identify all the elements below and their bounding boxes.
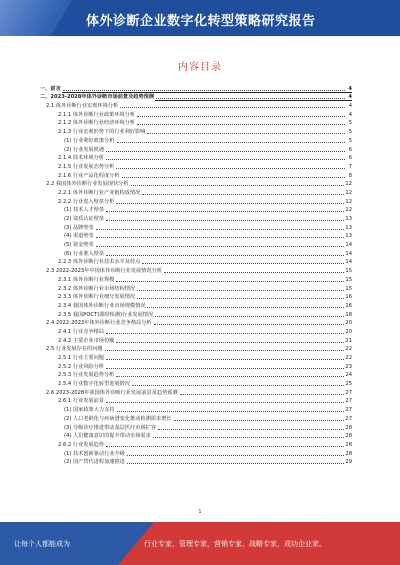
toc-entry-page: 8 [346, 172, 352, 180]
toc-leader-dots [106, 220, 344, 221]
toc-entry-page: 4 [346, 93, 352, 101]
footer-slogan-left: 让每个人都能成为 [14, 540, 70, 548]
toc-entry-page: 12 [345, 198, 352, 205]
toc-entry[interactable] [40, 336, 352, 345]
toc-entry-page: 27 [345, 398, 352, 405]
toc-entry[interactable] [40, 275, 352, 284]
toc-entry-page: 24 [345, 372, 352, 379]
toc-entry-title: (4) 人们健康意识的提升带动市场需求 [64, 433, 151, 440]
toc-entry-title: 2.3.2 体外诊断行业市场结构情况 [58, 285, 136, 292]
toc-entry-title: 2.1.6 行业产品化程度分析 [58, 172, 120, 179]
toc-entry[interactable] [40, 249, 352, 258]
toc-leader-dots [137, 290, 344, 291]
toc-entry-title: 2.6.2 行业发展趋势 [58, 441, 104, 448]
toc-entry[interactable] [40, 405, 352, 414]
toc-leader-dots [96, 229, 345, 230]
toc-entry[interactable] [40, 101, 352, 110]
toc-entry[interactable] [40, 93, 352, 102]
toc-entry-page: 4 [346, 111, 352, 119]
toc-entry[interactable] [40, 154, 352, 163]
toc-entry[interactable] [40, 319, 352, 328]
toc-entry[interactable] [40, 223, 352, 232]
toc-entry-page: 4 [346, 102, 352, 110]
toc-leader-dots [106, 359, 344, 360]
toc-entry-title: 2.3.5 我国POCT(即时检测)行业发展情况 [58, 311, 154, 318]
toc-entry[interactable] [40, 136, 352, 145]
toc-entry-page: 22 [345, 355, 352, 361]
toc-leader-dots [153, 437, 345, 438]
toc-entry[interactable] [40, 84, 352, 93]
toc-leader-dots [137, 124, 345, 125]
toc-entry-page: 22 [345, 346, 352, 353]
toc-entry-title: 2.1.3 行业宏观形势下的行业利好影响 [58, 129, 146, 136]
toc-entry[interactable] [40, 388, 352, 397]
toc-leader-dots [147, 133, 345, 134]
toc-leader-dots [116, 376, 344, 377]
toc-leader-dots [122, 177, 345, 178]
toc-leader-dots [156, 98, 345, 99]
toc-entry-title: 2.1.4 技术环境分析 [58, 155, 104, 162]
toc-entry-title: (2) 国产替代进程加速推进 [64, 459, 125, 466]
toc-entry-title: 2.3 2022-2023年中国体外诊断行业发展情况分析 [46, 268, 162, 275]
toc-entry-page: 12 [345, 189, 352, 196]
header-band [0, 0, 400, 36]
toc-entry[interactable] [40, 266, 352, 275]
toc-entry-title: 2.5.4 行业数字化转型进展情况 [58, 381, 130, 388]
toc-leader-dots [106, 333, 344, 334]
page-number: 1 [198, 509, 202, 515]
toc-entry-page: 28 [345, 424, 352, 431]
toc-entry[interactable] [40, 458, 352, 467]
toc-entry-title: 2.4.2 主要企业市场份额 [58, 337, 115, 344]
toc-entry-page: 4 [346, 85, 352, 93]
toc-leader-dots [117, 142, 346, 143]
toc-entry[interactable] [40, 440, 352, 449]
toc-entry-title: 2.2.3 体外诊断行业技术水平及特点 [58, 259, 141, 266]
toc-entry-page: 13 [345, 233, 352, 240]
toc-entry-page: 16 [345, 302, 352, 309]
toc-entry[interactable] [40, 371, 352, 380]
toc-entry-page: 25 [345, 381, 352, 388]
toc-entry[interactable] [40, 327, 352, 336]
toc-leader-dots [116, 168, 345, 169]
toc-leader-dots [174, 420, 345, 421]
toc-leader-dots [127, 455, 345, 456]
toc-leader-dots [106, 151, 345, 152]
toc-entry-page: 27 [345, 407, 352, 414]
toc-entry-page: 27 [345, 389, 352, 396]
footer-slogan-right: 行业专家，管理专家，营销专家，战略专家，成功企业家。 [144, 540, 326, 548]
toc-entry[interactable] [40, 414, 352, 423]
toc-entry-page: 23 [345, 363, 352, 370]
toc-entry-title: 2.6.1 行业发展前景 [58, 398, 104, 405]
toc-entry[interactable] [40, 449, 352, 458]
toc-entry-title: 2.3.4 我国体外诊断行业市场规模情况 [58, 302, 146, 309]
toc-entry-page: 7 [346, 163, 352, 171]
footer-band [0, 522, 400, 565]
toc-entry-title: 一、前言 [40, 85, 61, 92]
toc-entry-title: 2.3.3 体外诊断行业细分发展情况 [58, 294, 136, 301]
toc-entry[interactable] [40, 379, 352, 388]
toc-entry-page: 16 [345, 294, 352, 301]
toc-leader-dots [63, 90, 345, 91]
toc-entry[interactable] [40, 206, 352, 215]
toc-entry-page: 15 [345, 268, 352, 275]
toc-leader-dots [106, 446, 344, 447]
toc-leader-dots [116, 203, 344, 204]
toc-entry-title: (2) 资质认证壁垒 [64, 216, 105, 222]
toc-leader-dots [142, 263, 344, 264]
report-title: 体外诊断企业数字化转型策略研究报告 [86, 14, 316, 29]
toc-entry-title: (5) 资金壁垒 [64, 242, 94, 249]
toc-entry-page: 13 [345, 216, 352, 222]
toc-entry-title: (6) 行业准入壁垒 [64, 250, 105, 257]
toc-entry[interactable] [40, 180, 352, 189]
header-accent-shape [0, 0, 72, 36]
toc-leader-dots [180, 394, 345, 395]
toc-leader-dots [120, 107, 345, 108]
toc-leader-dots [117, 411, 345, 412]
toc-entry-title: 2.2.2 行业进入壁垒分析 [58, 198, 115, 205]
toc-entry[interactable] [40, 353, 352, 362]
toc-entry-page: 15 [345, 285, 352, 292]
toc-leader-dots [105, 350, 345, 351]
toc-entry-title: 2.4.1 行业竞争格局 [58, 328, 104, 335]
toc-entry-title: 2.1.1 体外诊断行业政策环境分析 [58, 111, 136, 118]
toc-entry-title: 2.6 2023-2028年我国体外诊断行业发展前景及趋势预测 [46, 389, 178, 396]
toc-entry-title: 二、2023-2028年体外诊断市场前景及趋势预测 [40, 94, 155, 101]
toc-leader-dots [106, 402, 344, 403]
toc-entry-page: 12 [345, 181, 352, 188]
toc-leader-dots [137, 116, 345, 117]
toc-entry[interactable] [40, 110, 352, 119]
toc-entry[interactable] [40, 432, 352, 441]
toc-leader-dots [106, 368, 344, 369]
toc-entry-title: (2) 人口老龄化与疾病谱变化推动检测需求增长 [64, 415, 172, 422]
toc-entry[interactable] [40, 119, 352, 128]
toc-entry-page: 18 [345, 311, 352, 318]
toc-entry-page: 5 [346, 128, 352, 136]
toc-entry-page: 5 [346, 137, 352, 145]
toc-entry[interactable] [40, 197, 352, 206]
toc-entry[interactable] [40, 258, 352, 267]
toc-leader-dots [158, 429, 344, 430]
toc-entry-title: 2.2.1 体外诊断行业产业链构成情况 [58, 189, 141, 196]
toc-leader-dots [131, 185, 345, 186]
toc-entry[interactable] [40, 423, 352, 432]
toc-entry-title: 2.5.3 行业发展趋势分析 [58, 372, 115, 379]
toc-leader-dots [106, 211, 344, 212]
toc-entry-page: 15 [345, 276, 352, 283]
toc-entry-title: (2) 行业发展机遇 [64, 146, 105, 153]
toc-heading: 内容目录 [178, 62, 222, 73]
toc-entry[interactable] [40, 310, 352, 319]
toc-entry[interactable] [40, 397, 352, 406]
toc-entry-page: 27 [345, 415, 352, 422]
toc-entry-title: 2.5 行业发展存在的问题 [46, 346, 103, 353]
toc-entry-title: 2.1.2 体外诊断行业经济环境分析 [58, 120, 136, 127]
toc-entry-page: 28 [345, 450, 352, 457]
toc-leader-dots [164, 272, 344, 273]
toc-entry-title: 2.4 2022-2023年体外诊断行业竞争格局分析 [46, 320, 152, 327]
toc-leader-dots [116, 342, 344, 343]
toc-entry-title: 2.5.1 行业主要问题 [58, 355, 104, 361]
toc-entry[interactable] [40, 171, 352, 180]
toc-entry-title: 2.2 我国体外诊断行业发展现状分析 [46, 181, 129, 188]
toc-entry-title: 2.3.1 体外诊断行业规模 [58, 276, 115, 283]
toc-entry-title: (4) 渠道壁垒 [64, 233, 94, 240]
toc-entry-page: 21 [345, 337, 352, 344]
toc-entry-title: (1) 技术创新驱动行业升级 [64, 450, 125, 457]
toc-entry[interactable] [40, 284, 352, 293]
toc-leader-dots [127, 463, 345, 464]
toc-entry-page: 12 [345, 207, 352, 214]
toc-entry-page: 20 [345, 328, 352, 335]
toc-entry-title: (3) 分级诊疗推进带动基层医疗市场扩容 [64, 424, 156, 431]
toc-entry-title: 2.1 体外诊断行业宏观环境分析 [46, 103, 119, 110]
toc-leader-dots [154, 324, 345, 325]
toc-entry[interactable] [40, 162, 352, 171]
toc-entry-page: 6 [346, 146, 352, 154]
toc-entry-page: 20 [345, 320, 352, 327]
toc-entry[interactable] [40, 293, 352, 302]
toc-entry-page: 29 [345, 459, 352, 466]
toc-entry-title: (1) 技术人才壁垒 [64, 207, 105, 214]
toc-entry[interactable] [40, 345, 352, 354]
toc-entry-title: 2.1.5 行业发展态势分析 [58, 163, 115, 170]
toc-entry-title: (3) 品牌壁垒 [64, 224, 94, 231]
toc-entry-page: 5 [346, 119, 352, 127]
toc-leader-dots [147, 307, 344, 308]
toc-leader-dots [155, 316, 344, 317]
toc-entry-page: 14 [345, 259, 352, 266]
toc-entry-page: 14 [345, 250, 352, 257]
toc-leader-dots [106, 255, 344, 256]
toc-entry-page: 6 [346, 154, 352, 162]
toc-leader-dots [132, 385, 344, 386]
toc-entry-title: (1) 国家政策大力支持 [64, 407, 115, 414]
toc-leader-dots [106, 159, 345, 160]
toc-leader-dots [116, 281, 344, 282]
toc-entry[interactable] [40, 145, 352, 154]
toc-leader-dots [137, 298, 344, 299]
toc-entry[interactable] [40, 232, 352, 241]
toc-entry[interactable] [40, 362, 352, 371]
toc-leader-dots [96, 237, 345, 238]
toc-entry-page: 14 [345, 242, 352, 249]
table-of-contents [40, 84, 352, 466]
toc-entry-title: 2.5.2 行业风险分析 [58, 363, 104, 370]
toc-entry-title: (1) 行业利好政策分析 [64, 137, 115, 144]
toc-entry-page: 13 [345, 224, 352, 231]
toc-entry-page: 28 [345, 433, 352, 440]
toc-entry[interactable] [40, 214, 352, 223]
toc-entry[interactable] [40, 127, 352, 136]
toc-leader-dots [142, 194, 344, 195]
toc-leader-dots [96, 246, 345, 247]
toc-entry-page: 28 [345, 441, 352, 448]
toc-entry[interactable] [40, 301, 352, 310]
toc-entry[interactable] [40, 240, 352, 249]
toc-entry[interactable] [40, 188, 352, 197]
